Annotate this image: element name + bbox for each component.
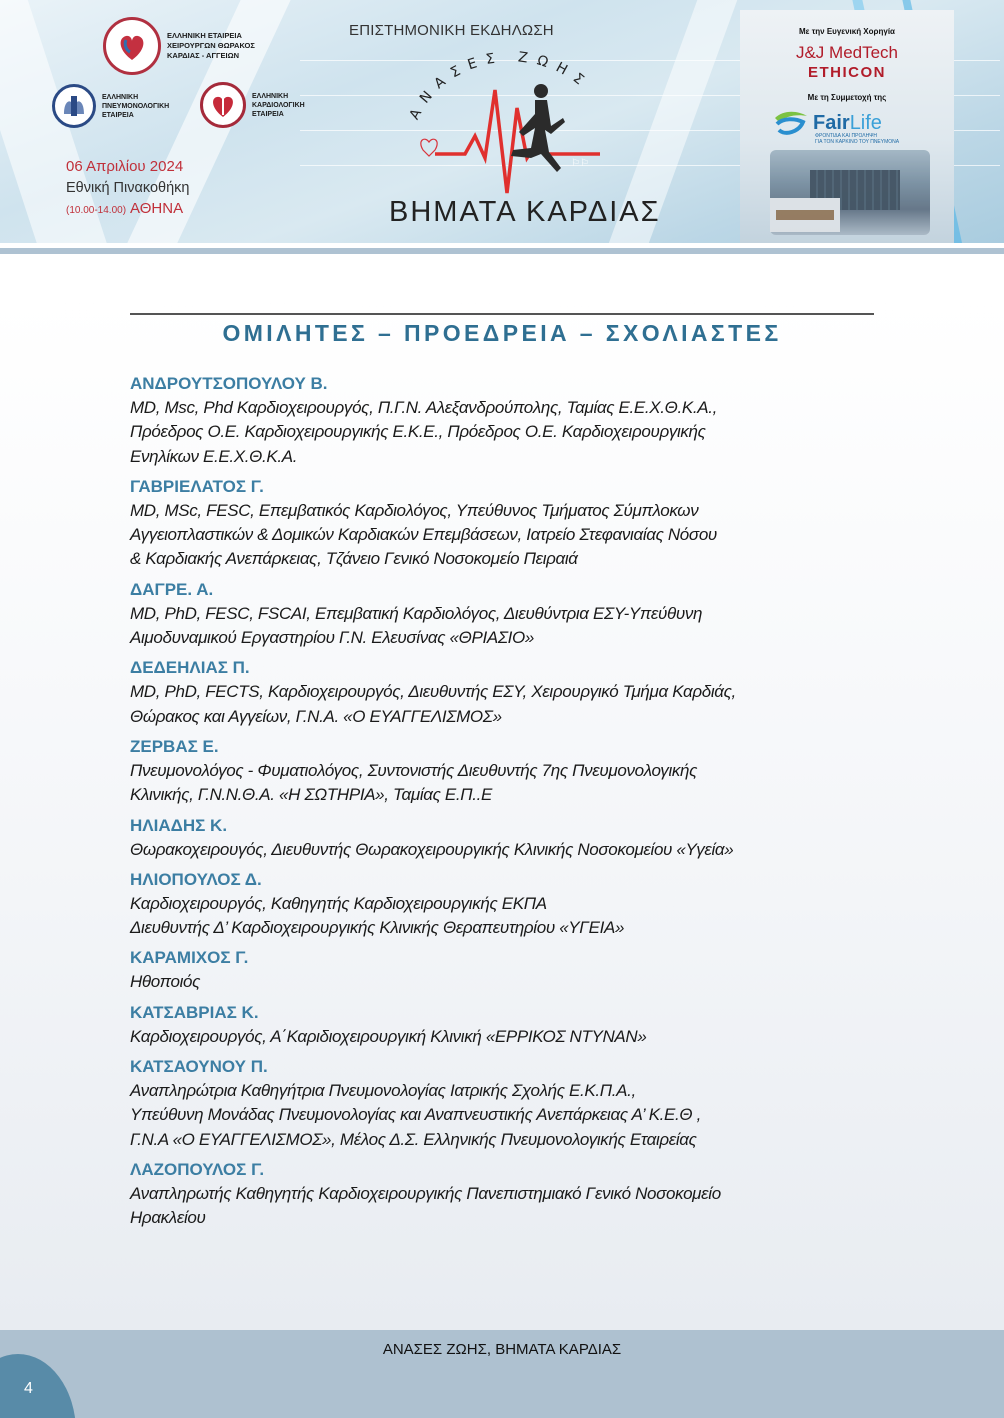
- event-subtitle: ΒΗΜΑΤΑ ΚΑΡΔΙΑΣ: [389, 196, 661, 228]
- speaker-description: Αναπληρώτρια Καθηγήτρια Πνευμονολογίας Ιατρικής Σχολής Ε.Κ.Π.Α., Υπεύθυνη Μονάδας Πνευμονολογίας και Αναπνευστικής Ανεπάρκειας Α’ Κ.Ε.Θ , Γ.Ν.Α «Ο ΕΥΑΓΓΕΛΙΣΜΟΣ», Μέλος Δ.Σ. Ελληνικής Πνευμονολογικής Εταιρείας: [130, 1081, 702, 1149]
- speaker-name: ΑΝΔΡΟΥΤΣΟΠΟΥΛΟΥ Β.: [130, 374, 328, 393]
- speaker-name: ΗΛΙΟΠΟΥΛΟΣ Δ.: [130, 869, 262, 889]
- event-city: ΑΘΗΝΑ: [130, 200, 184, 217]
- speaker-description: Αναπληρωτής Καθηγητής Καρδιοχειρουργικής Πανεπιστημιακό Γενικό Νοσοκομείο Ηρακλείου: [130, 1183, 721, 1228]
- event-date: 06 Απριλίου 2024: [66, 158, 184, 175]
- org-cardiology: [200, 82, 305, 128]
- org-name: ΕΛΛΗΝΙΚΗ ΚΑΡΔΙΟΛΟΓΙΚΗ ΕΤΑΙΡΕΙΑ: [252, 92, 305, 118]
- sponsor-logo-ethicon: ETHICON: [808, 64, 886, 81]
- speaker-entry: [130, 656, 874, 729]
- speaker-name: ΛΑΖΟΠΟΥΛΟΣ Γ.: [130, 1159, 265, 1179]
- header-banner: [0, 0, 1004, 243]
- fairlife-swirl-icon: [773, 110, 809, 136]
- speaker-name: ΚΑΤΣΑΒΡΙΑΣ Κ.: [130, 1002, 259, 1022]
- speaker-description: Ηθοποιός: [130, 972, 201, 992]
- org-name: ΕΛΛΗΝΙΚΗ ΠΝΕΥΜΟΝΟΛΟΓΙΚΗ ΕΤΑΙΡΕΙΑ: [102, 93, 170, 119]
- speaker-description: Καρδιοχειρουργός, Καθηγητής Καρδιοχειρουργικής ΕΚΠΑ Διευθυντής Δ’ Καρδιοχειρουργικής Κλινικής Θεραπευτηρίου «ΥΓΕΙΑ»: [130, 893, 625, 938]
- speaker-entry: [130, 1001, 874, 1049]
- speaker-entry: [130, 578, 874, 651]
- speaker-description: MD, PhD, FECTS, Καρδιοχειρουργός, Διευθυντής ΕΣΥ, Χειρουργικό Τμήμα Καρδιάς, Θώρακος και Αγγείων, Γ.Ν.Α. «Ο ΕΥΑΓΓΕΛΙΣΜΟΣ»: [130, 682, 736, 726]
- speaker-description: Θωρακοχειρουγός, Διευθυντής Θωρακοχειρουργικής Κλινικής Νοσοκομείου «Υγεία»: [130, 839, 734, 859]
- speaker-description: MD, MSc, FESC, Επεμβατικός Καρδιολόγος, Υπεύθυνος Τμήματος Σύμπλοκων Αγγειοπλαστικών & Δομικών Καρδιακών Επεμβάσεων, Ιατρείο Στεφανιαίας Νόσου & Καρδιακής Ανεπάρκειας, Τζάνειο Γενικό Νοσοκομείο Πειραιά: [130, 500, 717, 569]
- building-window: [776, 210, 834, 220]
- partner-name-light: Life: [849, 111, 882, 134]
- header-divider-band: [0, 248, 1004, 254]
- speaker-description: MD, Msc, Phd Καρδιοχειρουργός, Π.Γ.Ν. Αλεξανδρούπολης, Ταμίας Ε.Ε.Χ.Θ.Κ.Α., Πρόεδρος Ο.Ε. Καρδιοχειρουργικής Ε.Κ.Ε., Πρόεδρος Ο.Ε. Καρδιοχειρουργικής Ενηλίκων Ε.Ε.Χ.Θ.Κ.Α.: [130, 398, 717, 466]
- speaker-entry: [130, 372, 874, 469]
- venue-building-photo: [770, 150, 930, 235]
- sponsor-logo-jj-medtech: J&J MedTech: [795, 43, 899, 62]
- page-number: 4: [24, 1380, 33, 1397]
- speaker-entry: [130, 475, 874, 572]
- speaker-list: [130, 372, 874, 1237]
- event-type: ΕΠΙΣΤΗΜΟΝΙΚΗ ΕΚΔΗΛΩΣΗ: [349, 22, 554, 39]
- sponsor-label: Με την Ευγενική Χορηγία: [799, 27, 895, 36]
- speaker-name: ΔΑΓΡΕ. Α.: [130, 579, 214, 599]
- section-title: ΟΜΙΛΗΤΕΣ – ΠΡΟΕΔΡΕΙΑ – ΣΧΟΛΙΑΣΤΕΣ: [222, 320, 782, 346]
- speaker-entry: [130, 1158, 874, 1231]
- speaker-name: ΖΕΡΒΑΣ Ε.: [130, 736, 219, 756]
- speaker-description: Πνευμονολόγος - Φυματιολόγος, Συντονιστής Διευθυντής 7ης Πνευμονολογικής Κλινικής, Γ.Ν.Ν.Θ.Α. «Η ΣΩΤΗΡΙΑ», Ταμίας Ε.Π..Ε: [130, 760, 698, 805]
- pneumonology-seal-icon: [52, 84, 96, 128]
- event-logo: [395, 48, 630, 198]
- thoracic-surgeons-seal-icon: [103, 17, 161, 75]
- participation-label: Με τη Συμμετοχή της: [807, 93, 887, 102]
- speaker-name: ΚΑΡΑΜΙΧΟΣ Γ.: [130, 948, 249, 968]
- runner-heartbeat-logo-icon: [395, 48, 630, 198]
- speaker-entry: [130, 946, 874, 994]
- partner-name-bold: Fair: [813, 111, 850, 134]
- org-name: ΕΛΛΗΝΙΚΗ ΕΤΑΙΡΕΙΑ ΧΕΙΡΟΥΡΓΩΝ ΘΩΡΑΚΟΣ ΚΑΡΔΙΑΣ - ΑΓΓΕΙΩΝ: [167, 31, 255, 60]
- speaker-name: ΔΕΔΕΗΛΙΑΣ Π.: [130, 658, 250, 678]
- speaker-description: Καρδιοχειρουργός, Α΄Καριδιοχειρουργική Κλινική «ΕΡΡΙΚΟΣ ΝΤΥΝΑΝ»: [130, 1026, 647, 1046]
- speaker-name: ΚΑΤΣΑΟΥΝΟΥ Π.: [130, 1057, 268, 1077]
- org-pneumonology: [52, 84, 169, 128]
- speaker-entry: [130, 735, 874, 808]
- speaker-description: MD, PhD, FESC, FSCAI, Επεμβατική Καρδιολόγος, Διευθύντρια ΕΣΥ-Υπεύθυνη Αιμοδυναμικού Εργαστηρίου Γ.Ν. Ελευσίνας «ΘΡΙΑΣΙΟ»: [130, 603, 703, 648]
- partner-tagline: ΦΡΟΝΤΙΔΑ ΚΑΙ ΠΡΟΛΗΨΗ ΓΙΑ ΤΟΝ ΚΑΡΚΙΝΟ ΤΟΥ ΠΝΕΥΜΟΝΑ: [815, 133, 900, 145]
- org-thoracic-surgeons: [103, 17, 255, 75]
- speaker-entry: [130, 1055, 874, 1152]
- speaker-entry: [130, 868, 874, 941]
- event-time-city: [66, 200, 183, 218]
- cardiology-seal-icon: [200, 82, 246, 128]
- speaker-name: ΓΑΒΡΙΕΛΑΤΟΣ Γ.: [130, 476, 264, 496]
- svg-text:ΑΝΑΣΕΣ ΖΩΗΣ: ΑΝΑΣΕΣ ΖΩΗΣ: [406, 49, 594, 123]
- svg-text:⚐⚐: ⚐⚐: [571, 158, 589, 169]
- speaker-entry: [130, 814, 874, 862]
- footer-title: ΑΝΑΣΕΣ ΖΩΗΣ, ΒΗΜΑΤΑ ΚΑΡΔΙΑΣ: [382, 1341, 622, 1358]
- event-time: (10.00-14.00): [66, 205, 127, 216]
- event-venue: Εθνική Πινακοθήκη: [66, 180, 190, 196]
- section-rule: [130, 313, 874, 315]
- partner-name: [813, 112, 882, 135]
- sponsor-panel: [740, 10, 954, 243]
- speaker-name: ΗΛΙΑΔΗΣ Κ.: [130, 815, 228, 835]
